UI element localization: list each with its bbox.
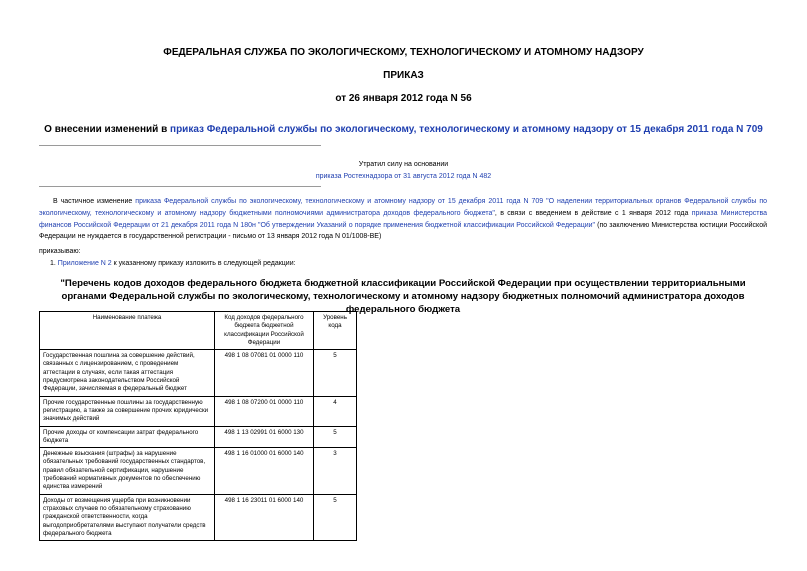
header-code-level: Уровень кода <box>314 312 357 350</box>
table-row <box>40 426 357 448</box>
table-row <box>40 448 357 494</box>
preamble-link-order-709[interactable]: приказа Федеральной службы по экологическому, технологическому и атомному надзору от 15 декабря 2011 года N 709 "О наделении территориальных органов Федеральной службы по экологическому, технологическому и атомному надзору бюджетными полномочиями администратора доходов федерального бюджета" <box>39 198 767 217</box>
cell-code-level: 3 <box>314 448 357 494</box>
order-item-number: 1. <box>50 260 58 267</box>
table-row <box>40 350 357 396</box>
appendix-2-link[interactable]: Приложение N 2 <box>57 260 112 267</box>
cell-income-code: 498 1 08 07081 01 0000 110 <box>215 350 314 396</box>
codes-table <box>39 311 357 541</box>
order-item-1 <box>50 258 296 269</box>
table-header-row <box>40 312 357 350</box>
cell-payment-name: Денежные взыскания (штрафы) за нарушение обязательных требований государственных стандартов, правил обязательной сертификации, нарушение требований нормативных документов по обеспечению единства измерений <box>40 448 215 494</box>
cell-income-code: 498 1 16 01000 01 6000 140 <box>215 448 314 494</box>
codes-list-title: "Перечень кодов доходов федерального бюджета бюджетной классификации Российской Федерации при осуществлении территориальными органами Федеральной службы по экологическому, технологическому и атомному надзору бюджетных полномочий администратора доходов федерального бюджета <box>60 278 746 315</box>
table-row <box>40 396 357 426</box>
order-item-text: к указанному приказу изложить в следующей редакции: <box>111 260 296 267</box>
header-payment-name: Наименование платежа <box>40 312 215 350</box>
cell-code-level: 5 <box>314 426 357 448</box>
table-row <box>40 494 357 540</box>
lost-force-link-line <box>0 171 807 183</box>
preamble-paragraph <box>39 196 767 243</box>
cell-payment-name: Прочие доходы от компенсации затрат федерального бюджета <box>40 426 215 448</box>
cell-payment-name: Доходы от возмещения ущерба при возникновении страховых случаев по обязательному страхованию гражданской ответственности, когда выгодоприобретателями выступают получатели средств федерального бюджета <box>40 494 215 540</box>
doc-type-heading: ПРИКАЗ <box>383 70 424 81</box>
cell-code-level: 4 <box>314 396 357 426</box>
lost-force-link[interactable]: приказа Ростехнадзора от 31 августа 2012 года N 482 <box>315 173 492 180</box>
cell-income-code: 498 1 08 07200 01 0000 110 <box>215 396 314 426</box>
divider-top <box>39 145 321 146</box>
title-prefix: О внесении изменений в <box>44 124 171 135</box>
preamble-text-3: (по заключению Министерства юстиции Российской Федерации не нуждается в государственной регистрации - письмо от 13 января 2012 года N 01/1008-ВЕ) <box>39 221 767 241</box>
divider-bottom <box>39 186 321 187</box>
agency-heading: ФЕДЕРАЛЬНАЯ СЛУЖБА ПО ЭКОЛОГИЧЕСКОМУ, ТЕХНОЛОГИЧЕСКОМУ И АТОМНОМУ НАДЗОРУ <box>163 47 644 58</box>
header-income-code: Код доходов федерального бюджета бюджетной классификации Российской Федерации <box>215 312 314 350</box>
lost-force-note: Утратил силу на основании <box>358 161 449 168</box>
order-word: приказываю: <box>39 248 81 255</box>
cell-payment-name: Государственная пошлина за совершение действий, связанных с лицензированием, с проведением аттестации в случаях, если такая аттестация предусмотрена законодательством Российской Федерации, зачисляемая в федеральный бюджет <box>40 350 215 396</box>
cell-income-code: 498 1 13 02991 01 6000 130 <box>215 426 314 448</box>
title-amended-order-link[interactable]: приказ Федеральной службы по экологическому, технологическому и атомному надзору от 15 декабря 2011 года N 709 <box>170 124 763 135</box>
cell-code-level: 5 <box>314 494 357 540</box>
preamble-link-minfin-180n[interactable]: приказа Министерства финансов Российской Федерации от 21 декабря 2011 года N 180н "Об утверждении Указаний о порядке применения бюджетной классификации Российской Федерации" <box>39 209 768 229</box>
date-number-heading: от 26 января 2012 года N 56 <box>335 93 472 104</box>
cell-code-level: 5 <box>314 350 357 396</box>
cell-income-code: 498 1 16 23011 01 6000 140 <box>215 494 314 540</box>
cell-payment-name: Прочие государственные пошлины за государственную регистрацию, а также за совершение прочих юридически значимых действий <box>40 396 215 426</box>
document-title <box>0 124 807 135</box>
preamble-text-1: В частичное изменение <box>53 198 136 205</box>
preamble-text-2: , в связи с введением в действие с 1 января 2012 года <box>494 209 692 217</box>
